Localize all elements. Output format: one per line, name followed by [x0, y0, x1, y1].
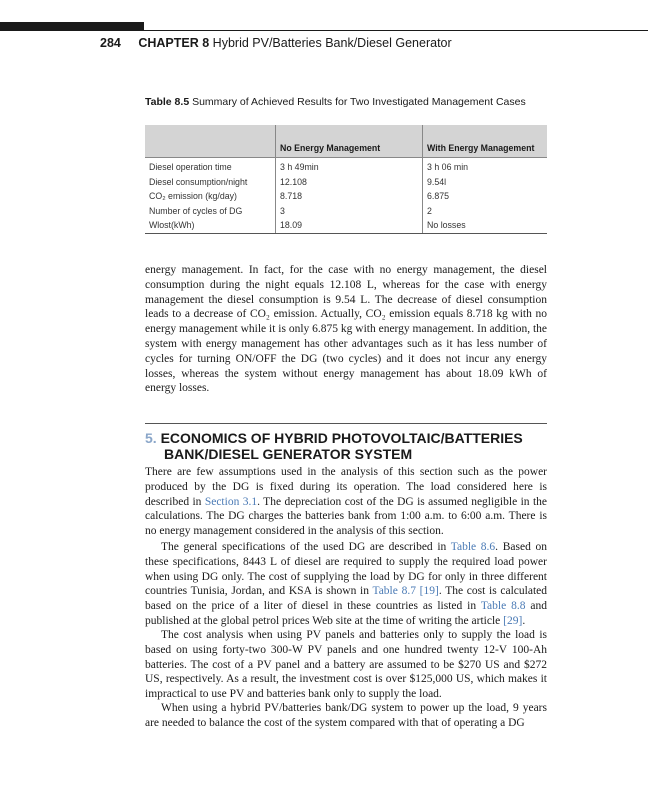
table-8-6-link[interactable]: Table 8.6: [450, 541, 496, 553]
text-run: .: [522, 614, 526, 627]
table-header-cell: No Energy Management: [276, 125, 423, 158]
table-caption: [145, 95, 545, 109]
table-cell: 6.875: [423, 189, 548, 204]
header-rule: [144, 30, 648, 31]
table-cell: No losses: [423, 218, 548, 233]
table-cell: 12.108: [276, 175, 423, 190]
table-cell: 3 h 49min: [276, 158, 423, 175]
table-cell: Diesel consumption/night: [149, 176, 248, 187]
section-title-line-2: BANK/DIESEL GENERATOR SYSTEM: [164, 446, 413, 462]
section-3-1-link[interactable]: Section 3.1: [204, 495, 258, 508]
table-row: [145, 189, 547, 204]
chapter-title: Hybrid PV/Batteries Bank/Diesel Generator: [212, 36, 452, 50]
table-header-cell: [145, 125, 276, 158]
chapter-label: CHAPTER 8: [138, 36, 210, 50]
section-heading: [145, 430, 547, 462]
text-run: There are few assumptions used in the analysis of this section such as the power produced by the DG is fixed during its operation. The load considered here is described in: [145, 466, 547, 508]
section-number: 5.: [145, 430, 157, 446]
table-caption-label: Table 8.5: [145, 96, 190, 108]
table-row: [145, 175, 547, 190]
table-cell: 9.54l: [423, 175, 548, 190]
text-run: . The depreciation cost of the DG is assumed negligible in the calculations. The DG charges the batteries bank from 1:00 a.m. to 6:00 a.m. There is no energy management considered in the analysis of this section.: [145, 495, 547, 538]
table-cell: 8.718: [276, 189, 423, 204]
table-8-7-link[interactable]: Table 8.7: [372, 585, 416, 598]
reference-19-link[interactable]: [19]: [419, 585, 439, 598]
table-header-cell: With Energy Management: [423, 125, 548, 158]
table-cell: Diesel operation time: [149, 162, 232, 173]
text-run: The general specifications of the used DG are described in: [161, 541, 451, 553]
table-row: [145, 158, 547, 175]
table-cell: CO₂ emission (kg/day): [149, 191, 237, 202]
table-cell: Wlost(kWh): [145, 218, 276, 233]
table-cell: 18.09: [276, 218, 423, 233]
table-cell: 2: [423, 204, 548, 219]
table-row: [145, 218, 547, 233]
page-number: 284: [100, 36, 121, 50]
body-paragraph-1: energy management. In fact, for the case with no energy management, the diesel consumption during the night equals 12.108 L, whereas for the case with energy management the diesel consumption is 9.54 L. The decrease of diesel consumption leads to a decrease of CO₂ emission. Actually, CO₂ emission equals 8.718 kg with no energy management while it is only 6.875 kg with energy management. In addition, the system with energy management has other advantages such as it has less number of cycles for turning ON/OFF the DG (two cycles) and it does not incur any energy losses, whereas the system without energy management has about 18.09 kWh of energy losses.: [145, 264, 547, 395]
reference-29-link[interactable]: [29]: [503, 614, 523, 627]
table-cell: 3 h 06 min: [423, 158, 548, 175]
running-header: [100, 36, 452, 50]
table-cell: Number of cycles of DG: [149, 205, 243, 216]
body-paragraph-4: The cost analysis when using PV panels and batteries only to supply the load is based on using forty-two 300-W PV panels and one hundred twenty 12-V 100-Ah batteries. The cost of a PV panel and a battery are assumed to be $270 US and $272 US, respectively. As a result, the investment cost is over $125,000 US, which makes it impractical to use PV and batteries bank only to supply the load.: [145, 629, 547, 701]
header-bar: [0, 22, 144, 31]
table-8-8-link[interactable]: Table 8.8: [480, 600, 526, 613]
section-rule: [145, 423, 547, 424]
table-caption-text: Summary of Achieved Results for Two Investigated Management Cases: [192, 96, 526, 108]
body-paragraph-2: [145, 465, 547, 539]
body-paragraph-5: When using a hybrid PV/batteries bank/DG system to power up the load, 9 years are needed to balance the cost of the system compared with that of operating a DG: [145, 702, 547, 729]
text-run: . The cost is calculated based on the price of a liter of diesel in these countries as listed in: [145, 585, 547, 613]
table-header-row: [145, 125, 547, 158]
text-run: and published at the global petrol prices Web site at the time of writing the article: [145, 600, 547, 627]
text-run: . Based on these specifications, 8443 L of diesel are required to supply the required load power when using DG only. The cost of supplying the load by DG for only in three different countries Tunisia, Jordan, and KSA is shown in: [145, 541, 547, 598]
section-title-line-1: ECONOMICS OF HYBRID PHOTOVOLTAIC/BATTERIES: [160, 430, 523, 446]
table-cell: 3: [276, 204, 423, 219]
table-row: [145, 204, 547, 219]
body-paragraph-3: [145, 540, 547, 629]
results-table: [145, 125, 547, 234]
